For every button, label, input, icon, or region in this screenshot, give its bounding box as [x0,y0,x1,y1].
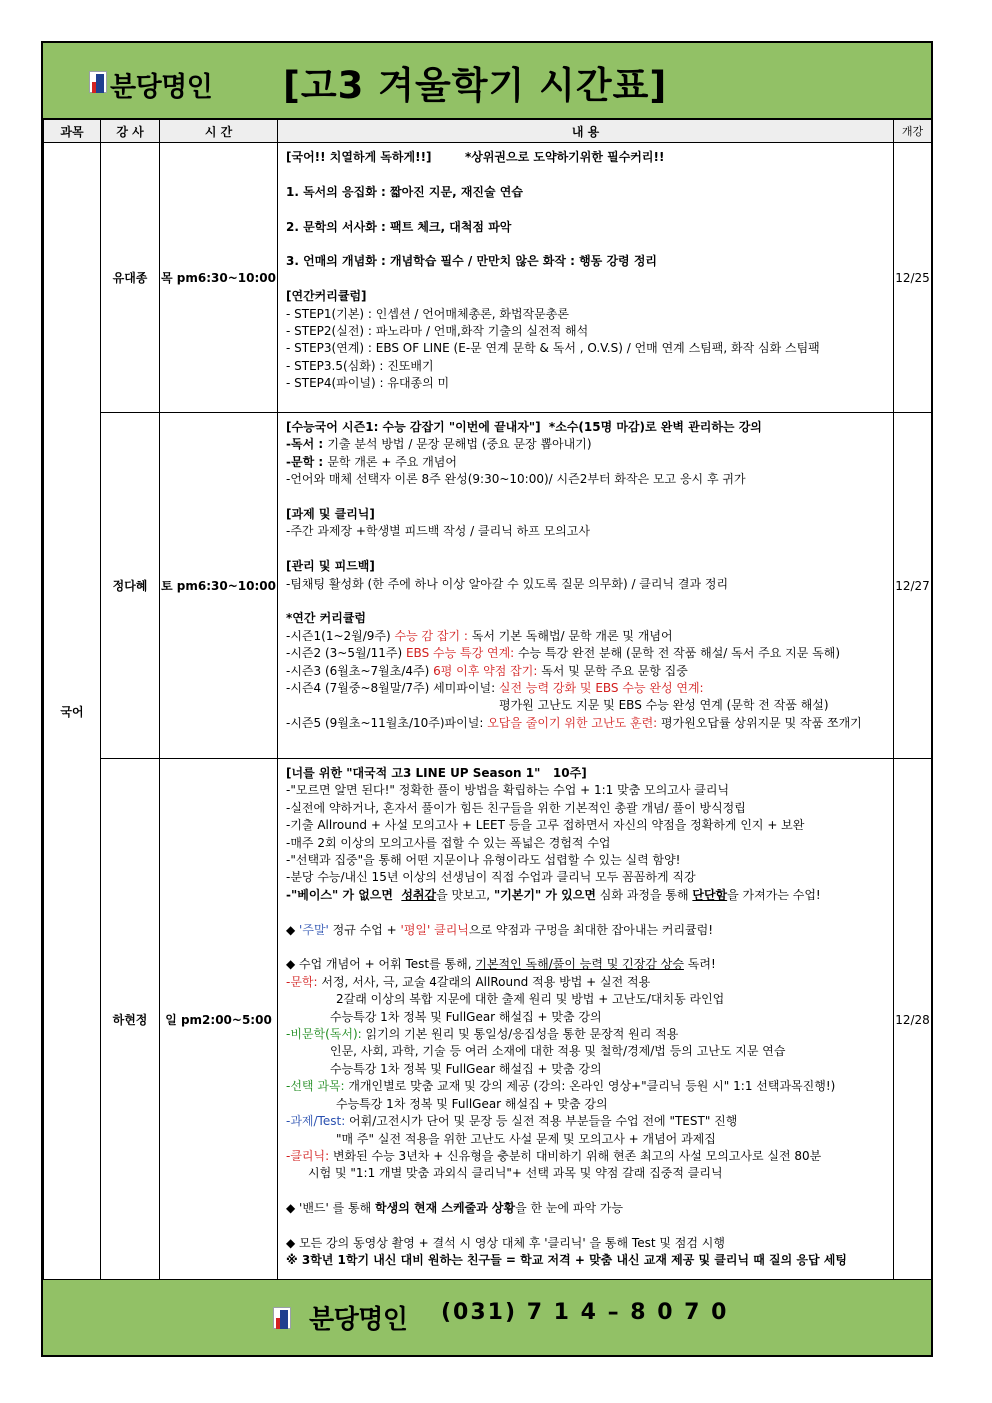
season-line: -시즌5 (9월초~11월초/10주)파이널: 오답을 줄이기 위한 고난도 훈련: 평가원오답률 상위지문 및 작품 쪼개기 [286,715,862,730]
content-line: -클리닉: 변화된 수능 3년차 + 신유형을 충분히 대비하기 위해 현존 최고의 사설 모의고사로 실전 80분 [286,1148,822,1163]
content-line: 인문, 사회, 과학, 기술 등 여러 소재에 대한 적용 및 철학/경제/법 등의 고난도 지문 연습 [330,1044,786,1059]
content-line: - STEP4(파이널) : 유대종의 미 [286,376,450,391]
timetable [43,119,932,1281]
phone-number: (031) 7 1 4 – 8 0 7 0 [441,1300,729,1325]
content-line: ◆ 수업 개념어 + 어휘 Test를 통해, 기본적인 독해/풀이 능력 및 긴장감 상승 독려! [286,957,716,972]
col-content: 내 용 [278,120,894,143]
table-row [44,143,932,413]
season-line: -시즌1(1~2월/9주) 수능 감 잡기 : 독서 기본 독해법/ 문학 개론 및 개념어 [286,628,673,643]
teacher-name: 정다혜 [101,413,160,759]
content-line: 수능특강 1차 정복 및 FullGear 해설집 + 맞춤 강의 [330,1009,602,1024]
content-line: [너를 위한 "대국적 고3 LINE UP Season 1" 10주] [286,766,587,780]
content-line: -"선택과 집중"을 통해 어떤 지문이나 유형이라도 섭렵할 수 있는 실력 함양! [286,853,681,868]
content-line: -"베이스" 가 없으면 성취감을 맛보고, "기본기" 가 있으면 심화 과정을 통해 단단함을 가져가는 수업! [286,887,821,902]
table-header-row [44,120,932,143]
start-date: 12/25 [894,143,932,413]
course-content [278,759,894,1281]
col-subject: 과목 [44,120,101,143]
header-brand: 분당명인 [110,72,213,103]
class-time: 일 pm2:00~5:00 [160,759,278,1281]
class-time: 토 pm6:30~10:00 [160,413,278,759]
start-date: 12/27 [894,413,932,759]
content-line: -주간 과제장 +학생별 피드백 작성 / 클리닉 하프 모의고사 [286,524,590,539]
content-line: [과제 및 클리닉] [286,507,375,522]
col-teacher: 강 사 [101,120,160,143]
season-line: -시즌4 (7월중~8월말/7주) 세미파이널: 실전 능력 강화 및 EBS 수능 완성 연계: [286,681,704,696]
start-date: 12/28 [894,759,932,1281]
content-line: ◆ '주말' 정규 수업 + '평일' 클리닉으로 약점과 구멍을 최대한 잡아내는 커리큘럼! [286,922,714,937]
content-line: -독서 : 기출 분석 방법 / 문장 문해법 (중요 문장 뽑아내기) [286,437,592,452]
content-line: *연간 커리큘럼 [286,611,367,626]
season-line: 평가원 고난도 지문 및 EBS 수능 완성 연계 (문학 전 작품 해설) [499,698,829,713]
content-line: [수능국어 시즌1: 수능 감잡기 "이번에 끝내자"] *소수(15명 마감)로 완벽 관리하는 강의 [286,420,762,434]
content-line: -문학 : 문학 개론 + 주요 개념어 [286,454,457,469]
footer-banner [43,1279,931,1355]
season-line: -시즌2 (3~5월/11주) EBS 수능 특강 연계: 수능 특강 완전 분해 (문학 전 작품 해설/ 독서 주요 지문 독해) [286,646,841,661]
content-line: "매 주" 실전 적용을 위한 고난도 사설 문제 및 모의고사 + 개념어 과제집 [336,1131,716,1146]
class-time: 목 pm6:30~10:00 [160,143,278,413]
content-line: -매주 2회 이상의 모의고사를 접할 수 있는 폭넓은 경험적 수업 [286,835,611,850]
content-line: -분당 수능/내신 15년 이상의 선생님이 직접 수업과 클리닉 모두 꼼꼼하게 직강 [286,870,696,885]
content-line: 수능특강 1차 정복 및 FullGear 해설집 + 맞춤 강의 [330,1061,602,1076]
content-line: [연간커리큘럼] [286,289,367,304]
page-title: [고3 겨울학기 시간표] [283,64,668,107]
content-line: ◆ 모든 강의 동영상 촬영 + 결석 시 영상 대체 후 '클리닉' 을 통해 Test 및 점검 시행 [286,1235,725,1250]
content-line: - STEP3.5(심화) : 진또배기 [286,358,434,373]
content-line: ※ 3학년 1학기 내신 대비 원하는 친구들 = 학교 저격 + 맞춤 내신 교재 제공 및 클리닉 때 질의 응답 세팅 [286,1253,847,1268]
content-line: [관리 및 피드백] [286,559,375,574]
content-line: - STEP3(연계) : EBS OF LINE (E-문 연계 문학 & 독서 , O.V.S) / 언매 연계 스팀팩, 화작 심화 스팀팩 [286,341,820,356]
course-content [278,143,894,413]
teacher-name: 하현정 [101,759,160,1281]
content-line: 2. 문학의 서사화 : 팩트 체크, 대척점 파악 [286,219,512,234]
brand-logo-icon [273,1307,291,1329]
course-content [278,413,894,759]
content-line: 1. 독서의 응집화 : 짧아진 지문, 재진술 연습 [286,184,523,199]
content-line: [국어!! 치열하게 독하게!!] *상위권으로 도약하기위한 필수커리!! [286,150,665,164]
timetable-sheet [41,41,933,1357]
content-line: 3. 언매의 개념화 : 개념학습 필수 / 만만치 않은 화작 : 행동 강령 정리 [286,254,658,269]
content-line: - STEP1(기본) : 인셉션 / 언어매체총론, 화법작문총론 [286,306,569,321]
content-line: -실전에 약하거나, 혼자서 풀이가 힘든 친구들을 위한 기본적인 총괄 개념/ 풀이 방식정립 [286,800,746,815]
content-line: -"모르면 알면 된다!" 정확한 풀이 방법을 확립하는 수업 + 1:1 맞춤 모의고사 클리닉 [286,783,730,798]
teacher-name: 유대종 [101,143,160,413]
brand-logo-icon [89,71,107,93]
content-line: 수능특강 1차 정복 및 FullGear 해설집 + 맞춤 강의 [336,1096,608,1111]
col-start-date: 개강 [894,120,932,143]
content-line: 시험 및 "1:1 개별 맞춤 과외식 클리닉"+ 선택 과목 및 약점 갈래 집중적 클리닉 [308,1166,723,1181]
content-line: -비문학(독서): 읽기의 기본 원리 및 통일성/응집성을 통한 문장적 원리 적용 [286,1027,679,1042]
header-banner [43,43,931,119]
content-line: -과제/Test: 어휘/고전시가 단어 및 문장 등 실전 적용 부분들을 수업 전에 "TEST" 진행 [286,1114,738,1129]
season-line: -시즌3 (6월초~7월초/4주) 6평 이후 약점 잡기: 독서 및 문학 주요 문항 집중 [286,663,688,678]
footer-brand: 분당명인 [309,1305,408,1335]
table-row [44,413,932,759]
content-line: -팀채팅 활성화 (한 주에 하나 이상 알아갈 수 있도록 질문 의무화) / 클리닉 결과 정리 [286,576,729,591]
content-line: -선택 과목: 개개인별로 맞춤 교재 및 강의 제공 (강의: 온라인 영상+"클리닉 등원 시" 1:1 선택과목진행!) [286,1079,836,1094]
content-line: - STEP2(실전) : 파노라마 / 언매,화작 기출의 실전적 해석 [286,324,589,338]
content-line: -문학: 서정, 서사, 극, 교술 4갈래의 AllRound 적용 방법 + 실전 적용 [286,974,651,989]
subject-cell: 국어 [44,143,101,1281]
content-line: -언어와 매체 선택자 이론 8주 완성(9:30~10:00)/ 시즌2부터 화작은 모고 응시 후 귀가 [286,472,746,487]
table-row [44,759,932,1281]
content-line: 2갈래 이상의 복합 지문에 대한 출제 원리 및 방법 + 고난도/대치동 라인업 [336,992,725,1007]
content-line: -기출 Allround + 사설 모의고사 + LEET 등을 고루 접하면서 자신의 약점을 정확하게 인지 + 보완 [286,818,805,833]
content-line: ◆ '밴드' 를 통해 학생의 현재 스케줄과 상황을 한 눈에 파악 가능 [286,1201,624,1216]
col-time: 시 간 [160,120,278,143]
